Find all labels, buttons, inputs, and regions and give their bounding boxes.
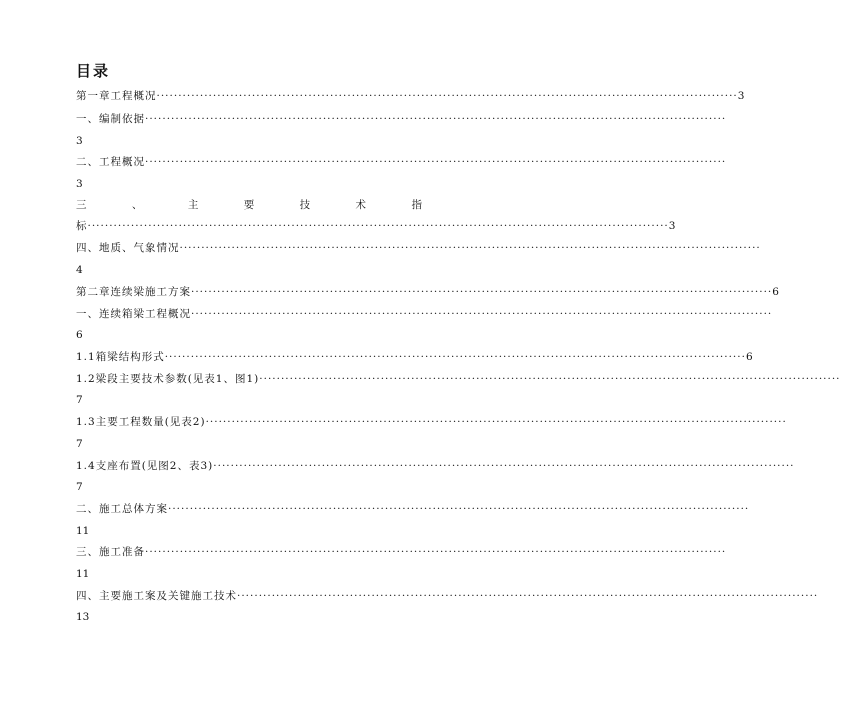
toc-entry-section-2-3 — [76, 544, 727, 560]
toc-entry-section-1-4 — [76, 240, 761, 256]
toc-char: 指 — [411, 199, 422, 211]
toc-char: 主 — [187, 199, 199, 211]
toc-entry-text: 1.1箱梁结构形式 — [76, 351, 165, 363]
leader-dots: ······································································································································ — [259, 373, 841, 385]
toc-entry-section-1-1 — [76, 111, 727, 127]
toc-entry-section-2-1-3 — [76, 414, 787, 430]
toc-entry-page: 6 — [76, 329, 83, 341]
toc-char: 要 — [243, 199, 255, 211]
toc-entry-section-2-4 — [76, 588, 819, 604]
toc-entry-section-2-1-2 — [76, 371, 841, 387]
toc-entry-text: 一、连续箱梁工程概况 — [76, 308, 191, 320]
toc-entry-text: 1.3主要工程数量(见表2) — [76, 416, 206, 428]
toc-char: 术 — [355, 199, 367, 211]
leader-dots: ······································································································································ — [145, 156, 727, 168]
toc-entry-text: 二、工程概况 — [76, 156, 145, 168]
leader-dots: ······································································································································ — [205, 416, 787, 428]
toc-entry-chapter-2 — [76, 284, 779, 300]
toc-entry-section-2-1-1 — [76, 349, 753, 365]
toc-entry-section-1-2 — [76, 154, 727, 170]
toc-entry-page: 7 — [76, 394, 83, 406]
toc-char: 标 — [76, 220, 88, 232]
toc-entry-page: 13 — [76, 611, 90, 623]
toc-entry-text: 第一章工程概况 — [76, 90, 157, 102]
toc-entry-page: 3 — [737, 90, 745, 102]
toc-entry-section-2-1 — [76, 306, 773, 322]
leader-dots: ······································································································································ — [156, 90, 738, 102]
leader-dots: ······································································································································ — [145, 546, 727, 558]
toc-entry-text: 四、主要施工案及关键施工技术 — [76, 590, 237, 602]
leader-dots: ······································································································································ — [145, 113, 727, 125]
toc-entry-page: 11 — [76, 525, 90, 537]
toc-entry-section-1-3-cont — [76, 218, 676, 234]
toc-entry-page: 3 — [668, 220, 676, 232]
leader-dots: ······································································································································ — [168, 503, 750, 515]
toc-entry-page: 11 — [76, 568, 90, 580]
toc-entry-page: 7 — [76, 481, 83, 493]
toc-entry-text: 1.2梁段主要技术参数(见表1、图1) — [76, 373, 260, 385]
toc-entry-page: 4 — [76, 264, 83, 276]
leader-dots: ······································································································································ — [237, 590, 819, 602]
toc-title: 目录 — [76, 62, 111, 80]
leader-dots: ······································································································································ — [191, 308, 773, 320]
toc-entry-section-2-2 — [76, 501, 750, 517]
leader-dots: ······································································································································ — [164, 351, 746, 363]
leader-dots: ······································································································································ — [87, 220, 669, 232]
toc-entry-page: 6 — [772, 286, 779, 298]
toc-entry-page: 3 — [76, 178, 83, 190]
toc-char: 技 — [299, 199, 311, 211]
toc-char: 、 — [131, 199, 143, 211]
toc-entry-text: 第二章连续梁施工方案 — [76, 286, 191, 298]
toc-entry-section-2-1-4 — [76, 458, 795, 474]
leader-dots: ······································································································································ — [191, 286, 773, 298]
toc-entry-text: 四、地质、气象情况 — [76, 242, 180, 254]
toc-entry-text: 三、施工准备 — [76, 546, 145, 558]
toc-entry-page: 3 — [76, 135, 83, 147]
leader-dots: ······································································································································ — [179, 242, 761, 254]
toc-entry-text: 一、编制依据 — [76, 113, 145, 125]
toc-entry-section-1-3 — [76, 197, 422, 213]
toc-entry-text: 1.4支座布置(见图2、表3) — [76, 460, 214, 472]
toc-entry-page: 6 — [745, 351, 753, 363]
toc-entry-text: 二、施工总体方案 — [76, 503, 168, 515]
toc-entry-chapter-1 — [76, 88, 745, 104]
leader-dots: ······································································································································ — [213, 460, 795, 472]
toc-char: 三 — [76, 199, 87, 211]
toc-entry-page: 7 — [76, 438, 83, 450]
